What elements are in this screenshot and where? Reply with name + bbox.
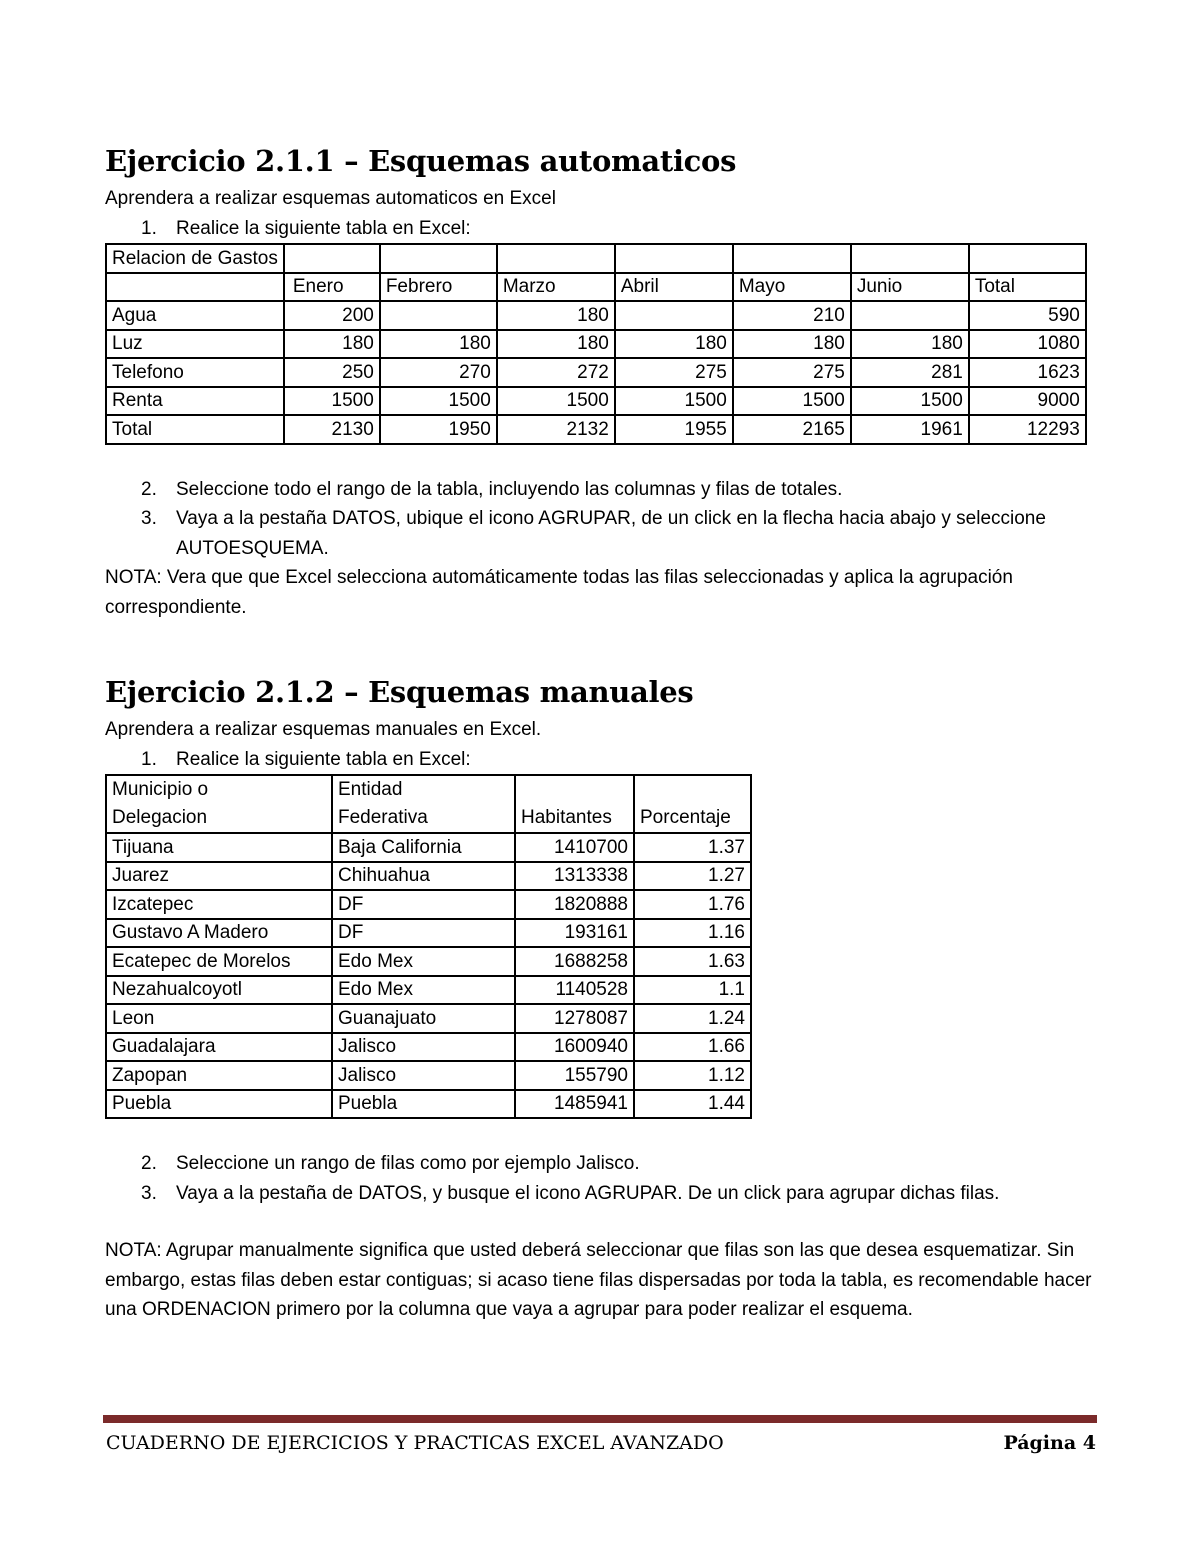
table-cell: 1950 <box>380 415 497 444</box>
step-number: 2. <box>141 478 157 500</box>
table-cell: 1820888 <box>515 890 634 919</box>
table-cell: Tijuana <box>106 833 332 862</box>
table-header-row <box>106 775 751 833</box>
table-cell: Jalisco <box>332 1033 515 1062</box>
table-cell: 1.63 <box>634 947 751 976</box>
row-label: Total <box>106 415 284 444</box>
table-cell: 1.66 <box>634 1033 751 1062</box>
header-line: Habitantes <box>521 807 612 828</box>
table-cell: 1500 <box>497 387 615 416</box>
table-cell: Leon <box>106 1004 332 1033</box>
table-cell: Puebla <box>332 1090 515 1119</box>
table-cell: 1278087 <box>515 1004 634 1033</box>
table-cell: 155790 <box>515 1061 634 1090</box>
step-number: 2. <box>141 1153 157 1174</box>
table-row <box>106 947 751 976</box>
table-cell: 1500 <box>615 387 733 416</box>
table-cell: Guanajuato <box>332 1004 515 1033</box>
table-cell: 250 <box>284 358 380 387</box>
section1-nota: NOTA: Vera que que Excel selecciona automáticamente todas las filas seleccionadas y aplica la agrupación correspondiente. <box>105 567 1013 618</box>
table-cell: 1500 <box>733 387 851 416</box>
section1-steps-b <box>105 475 1097 564</box>
header-cell: Total <box>969 273 1086 302</box>
table-cell: 2132 <box>497 415 615 444</box>
header-cell <box>515 775 634 833</box>
table-cell: 1.12 <box>634 1061 751 1090</box>
section2-steps-a <box>105 745 1097 775</box>
row-label: Luz <box>106 330 284 359</box>
table-cell: Izcatepec <box>106 890 332 919</box>
header-cell: Abril <box>615 273 733 302</box>
step-text: Realice la siguiente tabla en Excel: <box>176 217 471 239</box>
table-cell: 2130 <box>284 415 380 444</box>
step-text: Vaya a la pestaña DATOS, ubique el icono AGRUPAR, de un click en la flecha hacia abajo y seleccione AUTOESQUEMA. <box>176 508 1046 559</box>
table-cell: 180 <box>284 330 380 359</box>
header-cell: Enero <box>284 273 380 302</box>
table-cell: 272 <box>497 358 615 387</box>
step-number: 3. <box>141 508 157 529</box>
table-row <box>106 415 1086 444</box>
table-cell: 1080 <box>969 330 1086 359</box>
table-cell: 2165 <box>733 415 851 444</box>
table-cell: Edo Mex <box>332 947 515 976</box>
step-text: Seleccione todo el rango de la tabla, incluyendo las columnas y filas de totales. <box>176 478 843 500</box>
table-cell: 1313338 <box>515 862 634 891</box>
table-title-cell: Relacion de Gastos <box>106 244 284 273</box>
table-cell: 590 <box>969 301 1086 330</box>
section1-step1 <box>105 214 1097 244</box>
step-number: 3. <box>141 1182 157 1204</box>
footer-title: CUADERNO DE EJERCICIOS Y PRACTICAS EXCEL AVANZADO <box>106 1432 724 1454</box>
step-text: Seleccione un rango de filas como por ejemplo Jalisco. <box>176 1153 640 1174</box>
section1-step2 <box>105 475 1097 505</box>
table-row <box>106 1061 751 1090</box>
page-footer <box>106 1428 1096 1458</box>
table-cell: Nezahualcoyotl <box>106 976 332 1005</box>
table-cell: 1600940 <box>515 1033 634 1062</box>
header-line: Delegacion <box>112 807 208 828</box>
header-cell <box>332 775 515 833</box>
table-cell: 1.76 <box>634 890 751 919</box>
page-content <box>105 138 1097 1325</box>
table-cell: 1.27 <box>634 862 751 891</box>
table-cell: Guadalajara <box>106 1033 332 1062</box>
table-cell: 270 <box>380 358 497 387</box>
table-cell <box>851 301 969 330</box>
table-cell: 275 <box>733 358 851 387</box>
municipios-table <box>105 774 752 1119</box>
gastos-table <box>105 243 1087 445</box>
table-cell: 180 <box>497 301 615 330</box>
table-cell: Juarez <box>106 862 332 891</box>
header-cell <box>106 775 332 833</box>
table-cell <box>380 301 497 330</box>
header-cell: Febrero <box>380 273 497 302</box>
table-cell: 12293 <box>969 415 1086 444</box>
table-cell: Ecatepec de Morelos <box>106 947 332 976</box>
table-cell: 275 <box>615 358 733 387</box>
table-cell: 1.1 <box>634 976 751 1005</box>
table-cell: 1485941 <box>515 1090 634 1119</box>
section1-step3 <box>105 504 1097 563</box>
table-cell: DF <box>332 890 515 919</box>
header-line: Federativa <box>338 807 428 828</box>
table-cell: 1955 <box>615 415 733 444</box>
table-cell: 1500 <box>380 387 497 416</box>
row-label: Renta <box>106 387 284 416</box>
table-cell: 180 <box>380 330 497 359</box>
table-cell: 1961 <box>851 415 969 444</box>
table-cell: Jalisco <box>332 1061 515 1090</box>
step-text: Realice la siguiente tabla en Excel: <box>176 748 471 770</box>
section2-steps-b <box>105 1149 1097 1208</box>
table-cell: Zapopan <box>106 1061 332 1090</box>
section2-step2 <box>105 1149 1097 1179</box>
table-cell: 193161 <box>515 919 634 948</box>
section2-step1 <box>105 745 1097 775</box>
table-cell: 210 <box>733 301 851 330</box>
section2-nota: NOTA: Agrupar manualmente significa que usted deberá seleccionar que filas son las que desea esquematizar. Sin embargo, estas filas deben estar contiguas; si acaso tiene filas dispersadas por toda la tabla, es recomendable hacer una ORDENACION primero por la columna que vaya a agrupar para poder realizar el esquema. <box>105 1240 1092 1320</box>
table-row <box>106 976 751 1005</box>
table-cell: Puebla <box>106 1090 332 1119</box>
table-cell: 9000 <box>969 387 1086 416</box>
table-row <box>106 1004 751 1033</box>
header-cell: Junio <box>851 273 969 302</box>
table-cell: 1500 <box>851 387 969 416</box>
step-number: 1. <box>141 748 157 770</box>
table-cell <box>615 301 733 330</box>
table-row <box>106 862 751 891</box>
header-line: Municipio o <box>112 779 209 800</box>
table-row <box>106 919 751 948</box>
header-cell: Mayo <box>733 273 851 302</box>
table-row <box>106 833 751 862</box>
page-number: Página 4 <box>1003 1432 1096 1454</box>
table-cell: 1500 <box>284 387 380 416</box>
table-row <box>106 301 1086 330</box>
table-cell: 180 <box>733 330 851 359</box>
table-cell: 1688258 <box>515 947 634 976</box>
row-label: Telefono <box>106 358 284 387</box>
section1-intro: Aprendera a realizar esquemas automaticos en Excel <box>105 188 556 209</box>
table-cell: DF <box>332 919 515 948</box>
table-row <box>106 1090 751 1119</box>
table-cell: 1.44 <box>634 1090 751 1119</box>
table-cell: Baja California <box>332 833 515 862</box>
table-row <box>106 358 1086 387</box>
table-row <box>106 387 1086 416</box>
section2-title: Ejercicio 2.1.2 – Esquemas manuales <box>105 675 694 709</box>
table-cell: 180 <box>497 330 615 359</box>
section2-intro: Aprendera a realizar esquemas manuales en Excel. <box>105 719 542 740</box>
table-cell: 180 <box>851 330 969 359</box>
table-cell: 1140528 <box>515 976 634 1005</box>
step-number: 1. <box>141 217 157 239</box>
table-cell: 1.37 <box>634 833 751 862</box>
table-cell: Gustavo A Madero <box>106 919 332 948</box>
table-row <box>106 890 751 919</box>
table-cell: Chihuahua <box>332 862 515 891</box>
table-title-row <box>106 244 1086 273</box>
step-text: Vaya a la pestaña de DATOS, y busque el icono AGRUPAR. De un click para agrupar dichas filas. <box>176 1182 1000 1204</box>
table-cell: 1.24 <box>634 1004 751 1033</box>
table-cell: 180 <box>615 330 733 359</box>
section2-step3 <box>105 1179 1097 1209</box>
table-cell: Edo Mex <box>332 976 515 1005</box>
table-row <box>106 330 1086 359</box>
header-line: Porcentaje <box>640 807 731 828</box>
footer-divider <box>103 1415 1097 1423</box>
section1-steps-a <box>105 214 1097 244</box>
table-row <box>106 1033 751 1062</box>
table-cell: 1623 <box>969 358 1086 387</box>
header-cell <box>106 273 284 302</box>
section1-title: Ejercicio 2.1.1 – Esquemas automaticos <box>105 144 737 178</box>
header-line: Entidad <box>338 779 403 800</box>
header-cell: Marzo <box>497 273 615 302</box>
header-cell <box>634 775 751 833</box>
table-cell: 1410700 <box>515 833 634 862</box>
table-cell: 200 <box>284 301 380 330</box>
table-cell: 281 <box>851 358 969 387</box>
row-label: Agua <box>106 301 284 330</box>
table-cell: 1.16 <box>634 919 751 948</box>
table-header-row <box>106 273 1086 302</box>
